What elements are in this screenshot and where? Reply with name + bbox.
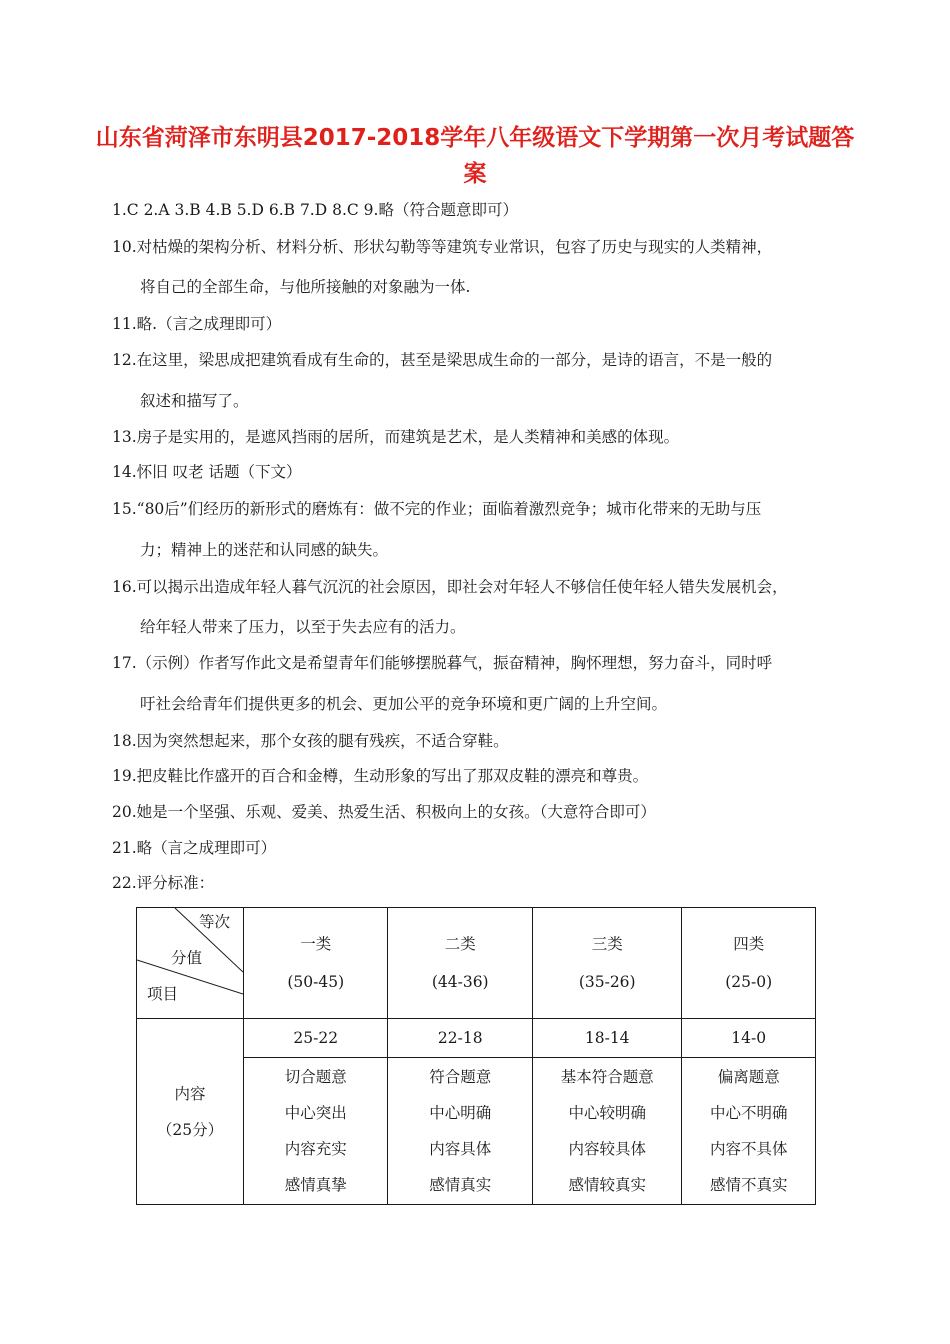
criterion: 感情真挚 [284, 1176, 347, 1194]
category-header-3 [532, 908, 681, 1019]
criterion: 切合题意 [284, 1068, 347, 1086]
grading-table [136, 907, 816, 1205]
criterion: 中心明确 [429, 1104, 492, 1122]
answer-16-line-1: 16.可以揭示出造成年轻人暮气沉沉的社会原因，即社会对年轻人不够信任使年轻人错失发展机会， [112, 578, 788, 596]
criteria-cell-2 [388, 1058, 532, 1205]
table-corner-cell [137, 908, 244, 1019]
category-header-4 [682, 908, 816, 1019]
answer-22-heading: 22.评分标准： [112, 874, 215, 892]
category-name: 一类 [300, 935, 332, 953]
category-range: (35-26) [578, 973, 636, 991]
answer-12-line-2: 叙述和描写了。 [140, 392, 249, 410]
criterion: 中心不明确 [709, 1104, 788, 1122]
answer-15-line-2: 力；精神上的迷茫和认同感的缺失。 [140, 541, 389, 559]
criterion: 内容充实 [284, 1140, 347, 1158]
category-header-2 [388, 908, 532, 1019]
answer-21: 21.略（言之成理即可） [112, 839, 277, 857]
category-name: 三类 [591, 935, 623, 953]
answer-19: 19.把皮鞋比作盛开的百合和金樽，生动形象的写出了那双皮鞋的漂亮和尊贵。 [112, 767, 649, 785]
answer-17-line-2: 吁社会给青年们提供更多的机会、更加公平的竞争环境和更广阔的上升空间。 [140, 695, 668, 713]
page-title-line-1: 山东省菏泽市东明县2017-2018学年八年级语文下学期第一次月考试题答 [95, 125, 855, 151]
category-name: 二类 [444, 935, 476, 953]
category-range: (44-36) [431, 973, 489, 991]
corner-label-grade: 等次 [199, 913, 231, 931]
criterion: 感情真实 [429, 1176, 492, 1194]
criteria-cell-3 [532, 1058, 681, 1205]
answer-11: 11.略.（言之成理即可） [112, 315, 282, 333]
answer-10-line-1: 10.对枯燥的架构分析、材料分析、形状勾勒等等建筑专业常识，包容了历史与现实的人类精神， [112, 238, 773, 256]
row-label-content [137, 1019, 244, 1205]
answers-1-9: 1.C 2.A 3.B 4.B 5.D 6.B 7.D 8.C 9.略（符合题意即可） [112, 201, 518, 219]
category-range: (50-45) [287, 973, 345, 991]
answer-14: 14.怀旧 叹老 话题（下文） [112, 463, 302, 481]
answer-10-line-2: 将自己的全部生命，与他所接触的对象融为一体. [140, 278, 471, 296]
criterion: 偏离题意 [717, 1068, 780, 1086]
corner-label-item: 项目 [147, 985, 179, 1003]
answer-20: 20.她是一个坚强、乐观、爱美、热爱生活、积极向上的女孩。（大意符合即可） [112, 803, 656, 821]
answer-17-line-1: 17.（示例）作者写作此文是希望青年们能够摆脱暮气，振奋精神，胸怀理想，努力奋斗，同时呼 [112, 654, 773, 672]
answer-15-line-1: 15.“80后”们经历的新形式的磨炼有：做不完的作业；面临着激烈竞争；城市化带来的无助与压 [112, 500, 762, 518]
answer-18: 18.因为突然想起来，那个女孩的腿有残疾，不适合穿鞋。 [112, 732, 509, 750]
score-range-3: 18-14 [532, 1019, 681, 1058]
answer-13: 13.房子是实用的，是遮风挡雨的居所，而建筑是艺术，是人类精神和美感的体现。 [112, 428, 680, 446]
criterion: 基本符合题意 [560, 1068, 654, 1086]
criterion: 中心较明确 [568, 1104, 646, 1122]
score-range-4: 14-0 [682, 1019, 816, 1058]
criterion: 符合题意 [429, 1068, 492, 1086]
corner-label-score: 分值 [171, 949, 203, 967]
answer-12-line-1: 12.在这里，梁思成把建筑看成有生命的，甚至是梁思成生命的一部分，是诗的语言，不是一般的 [112, 351, 773, 369]
row-label: 内容 [174, 1084, 206, 1103]
criterion: 感情不真实 [709, 1176, 788, 1194]
criterion: 内容不具体 [709, 1140, 788, 1158]
page-title-line-2: 案 [463, 161, 487, 187]
criterion: 内容较具体 [568, 1140, 646, 1158]
criterion: 感情较真实 [568, 1176, 646, 1194]
criterion: 内容具体 [429, 1140, 492, 1158]
category-name: 四类 [733, 935, 765, 953]
answer-16-line-2: 给年轻人带来了压力，以至于失去应有的活力。 [140, 618, 466, 636]
criteria-cell-1 [244, 1058, 388, 1205]
criterion: 中心突出 [284, 1104, 347, 1122]
row-points: （25分） [156, 1120, 224, 1139]
score-range-1: 25-22 [244, 1019, 388, 1058]
category-range: (25-0) [725, 973, 773, 991]
criteria-cell-4 [682, 1058, 816, 1205]
category-header-1 [244, 908, 388, 1019]
score-range-2: 22-18 [388, 1019, 532, 1058]
